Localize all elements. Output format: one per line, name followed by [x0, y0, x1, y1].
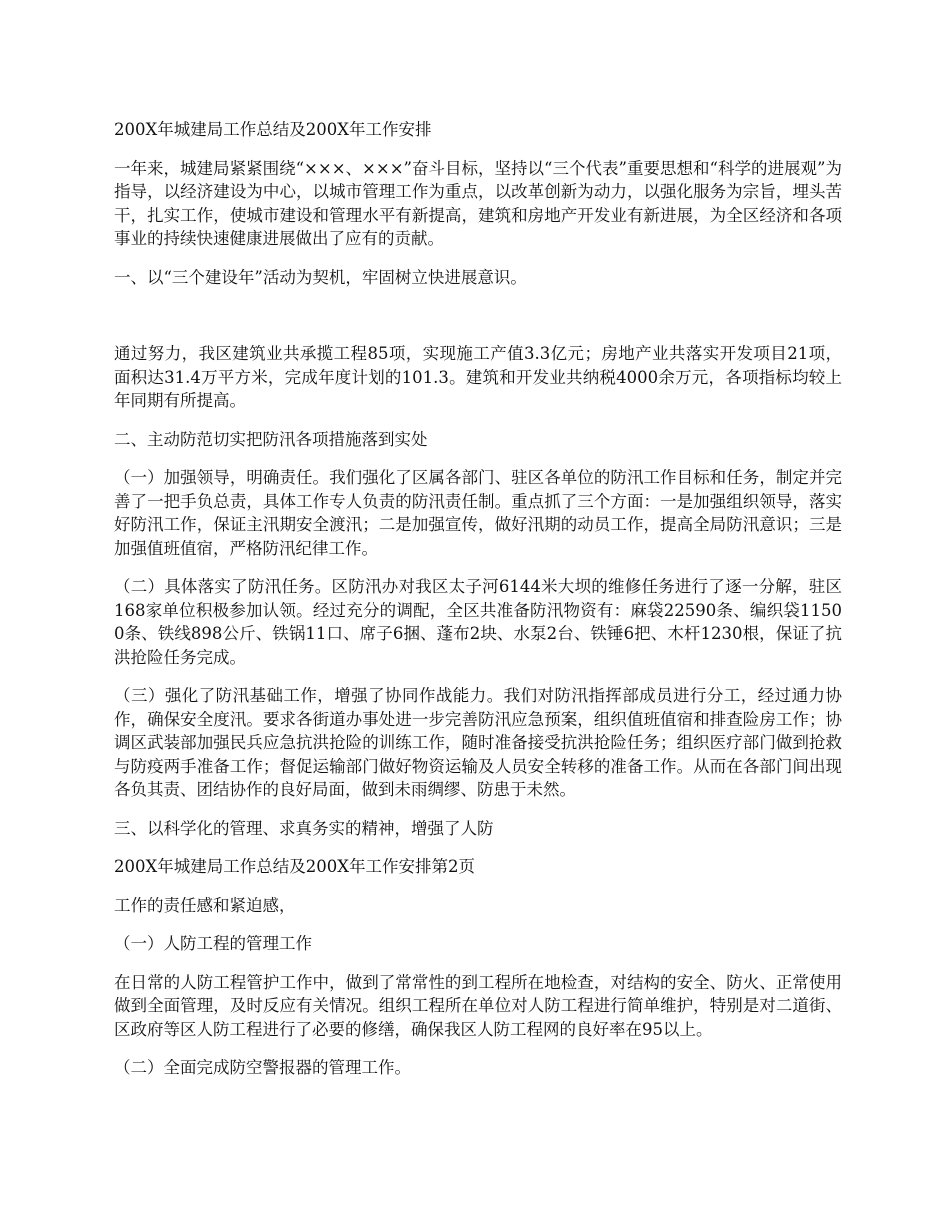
section-heading-1: 一、以“三个建设年”活动为契机，牢固树立快进展意识。 [114, 267, 527, 287]
construction-results-paragraph: 通过努力，我区建筑业共承揽工程85项，实现施工产值3.3亿元；房地产业共落实开发项目21项，面积达31.4万平方米，完成年度计划的101.3。建筑和开发业共纳税4000余万元，各项指标均较上年同期有所提高。 [114, 344, 842, 410]
flood-tasks-paragraph: （二）具体落实了防汛任务。区防汛办对我区太子河6144米大坝的维修任务进行了逐一分解，驻区168家单位积极参加认领。经过充分的调配，全区共准备防汛物资有：麻袋22590条、编织袋11500条、铁线898公斤、铁锅11口、席子6捆、蓬布2块、水泵2台、铁锤6把、木杆1230根，保证了抗洪抢险任务完成。 [114, 577, 842, 667]
intro-paragraph: 一年来，城建局紧紧围绕“×××、×××”奋斗目标，坚持以“三个代表”重要思想和“科学的进展观”为指导，以经济建设为中心，以城市管理工作为重点，以改革创新为动力，以强化服务为宗旨，埋头苦干，扎实工作，使城市建设和管理水平有新提高，建筑和房地产开发业有新进展，为全区经济和各项事业的持续快速健康进展做出了应有的贡献。 [114, 158, 842, 248]
document-page [114, 118, 842, 1095]
document-title: 200X年城建局工作总结及200X年工作安排 [114, 120, 432, 139]
subsection-heading-1: （一）人防工程的管理工作 [114, 934, 312, 953]
section-heading-2: 二、主动防范切实把防汛各项措施落到实处 [114, 429, 428, 449]
flood-leadership-paragraph: （一）加强领导，明确责任。我们强化了区属各部门、驻区各单位的防汛工作目标和任务，制定并完善了一把手负总责，具体工作专人负责的防汛责任制。重点抓了三个方面：一是加强组织领导，落实好防汛工作，保证主汛期安全渡汛；二是加强宣传，做好汛期的动员工作，提高全局防汛意识；三是加强值班值宿，严格防汛纪律工作。 [114, 468, 842, 558]
continued-heading-text: 工作的责任感和紧迫感， [114, 895, 296, 915]
subsection-heading-2: （二）全面完成防空警报器的管理工作。 [114, 1058, 411, 1077]
flood-basics-paragraph: （三）强化了防汛基础工作，增强了协同作战能力。我们对防汛指挥部成员进行分工，经过通力协作，确保安全度汛。要求各街道办事处进一步完善防汛应急预案，组织值班值宿和排查险房工作；协调区武装部加强民兵应急抗洪抢险的训练工作，随时准备接受抗洪抢险任务；组织医疗部门做到抢救与防疫两手准备工作；督促运输部门做好物资运输及人员安全转移的准备工作。从而在各部门间出现各负其责、团结协作的良好局面，做到未雨绸缪、防患于未然。 [114, 686, 842, 799]
page-2-header: 200X年城建局工作总结及200X年工作安排第2页 [114, 857, 475, 876]
blank-space [114, 304, 842, 342]
section-heading-3: 三、以科学化的管理、求真务实的精神，增强了人防 [114, 818, 494, 838]
civil-defense-paragraph: 在日常的人防工程管护工作中，做到了常常性的到工程所在地检查，对结构的安全、防火、正常使用做到全面管理，及时反应有关情况。组织工程所在单位对人防工程进行简单维护，特别是对二道街、区政府等区人防工程进行了必要的修缮，确保我区人防工程网的良好率在95以上。 [114, 972, 842, 1039]
